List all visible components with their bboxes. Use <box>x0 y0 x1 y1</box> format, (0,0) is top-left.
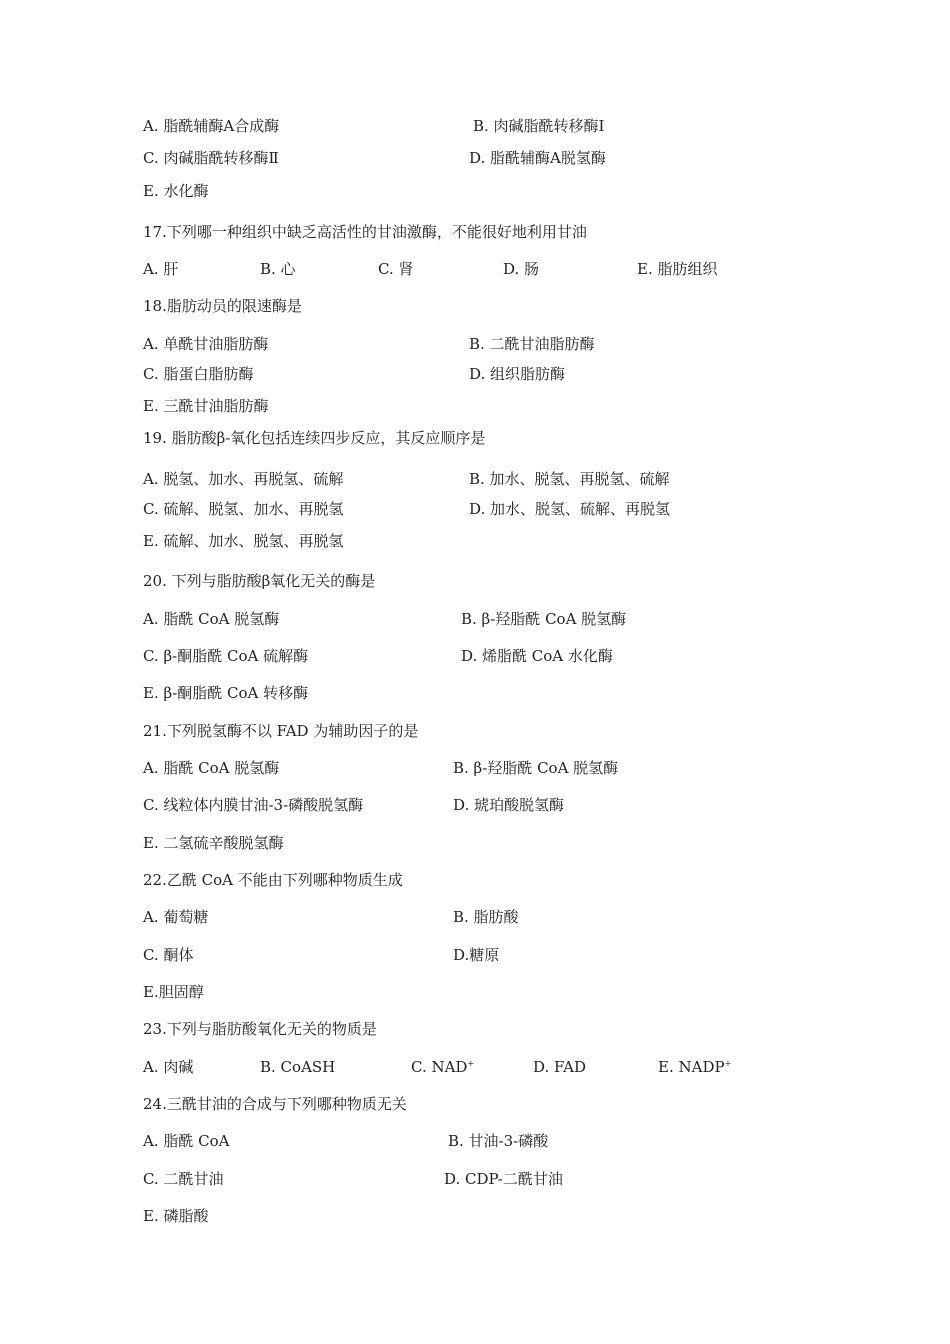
q22-option-a: A. 葡萄糖 <box>143 908 209 926</box>
q18-option-a: A. 单酰甘油脂肪酶 <box>143 335 269 353</box>
q18-option-d: D. 组织脂肪酶 <box>469 365 566 383</box>
q23-option-a: A. 肉碱 <box>143 1058 194 1076</box>
q20-stem: 20. 下列与脂肪酸β氧化无关的酶是 <box>143 572 376 590</box>
q20-option-c: C. β-酮脂酰 CoA 硫解酶 <box>143 647 309 665</box>
q21-option-b: B. β-羟脂酰 CoA 脱氢酶 <box>453 759 619 777</box>
q21-option-e: E. 二氢硫辛酸脱氢酶 <box>143 834 284 852</box>
q18-option-c: C. 脂蛋白脂肪酶 <box>143 365 254 383</box>
q23-option-e-superscript: + <box>724 1059 732 1068</box>
q22-option-d: D.糖原 <box>453 946 500 964</box>
q17-option-a: A. 肝 <box>143 260 179 278</box>
q23-option-c-text: C. NAD <box>411 1058 468 1076</box>
q23-option-c-superscript: + <box>467 1059 475 1068</box>
q21-option-a: A. 脂酰 CoA 脱氢酶 <box>143 759 280 777</box>
q17-option-d: D. 肠 <box>503 260 540 278</box>
q19-option-c: C. 硫解、脱氢、加水、再脱氢 <box>143 500 344 518</box>
q17-option-c: C. 肾 <box>378 260 414 278</box>
q17-option-e: E. 脂肪组织 <box>637 260 718 278</box>
q23-option-d: D. FAD <box>533 1058 586 1076</box>
q16-option-b: B. 肉碱脂酰转移酶I <box>473 117 605 135</box>
q24-option-d: D. CDP-二酰甘油 <box>444 1170 563 1188</box>
q22-stem: 22.乙酰 CoA 不能由下列哪种物质生成 <box>143 871 403 889</box>
q16-option-d: D. 脂酰辅酶A脱氢酶 <box>469 149 606 167</box>
q16-option-a: A. 脂酰辅酶A合成酶 <box>143 117 280 135</box>
q23-option-c <box>411 1057 474 1077</box>
q21-option-d: D. 琥珀酸脱氢酶 <box>453 796 565 814</box>
q24-option-a: A. 脂酰 CoA <box>143 1132 230 1150</box>
q19-option-a: A. 脱氢、加水、再脱氢、硫解 <box>143 470 344 488</box>
q23-stem: 23.下列与脂肪酸氧化无关的物质是 <box>143 1020 377 1038</box>
q19-option-b: B. 加水、脱氢、再脱氢、硫解 <box>469 470 670 488</box>
q22-option-e: E.胆固醇 <box>143 983 204 1001</box>
q22-option-c: C. 酮体 <box>143 946 194 964</box>
q24-option-b: B. 甘油-3-磷酸 <box>448 1132 549 1150</box>
q18-option-e: E. 三酰甘油脂肪酶 <box>143 397 269 415</box>
q20-option-a: A. 脂酰 CoA 脱氢酶 <box>143 610 280 628</box>
q24-option-e: E. 磷脂酸 <box>143 1207 209 1225</box>
q17-stem: 17.下列哪一种组织中缺乏高活性的甘油激酶，不能很好地利用甘油 <box>143 223 587 241</box>
q19-stem: 19. 脂肪酸β-氧化包括连续四步反应，其反应顺序是 <box>143 429 486 447</box>
q20-option-e: E. β-酮脂酰 CoA 转移酶 <box>143 684 309 702</box>
q19-option-d: D. 加水、脱氢、硫解、再脱氢 <box>469 500 671 518</box>
q24-stem: 24.三酰甘油的合成与下列哪种物质无关 <box>143 1095 407 1113</box>
q17-option-b: B. 心 <box>260 260 296 278</box>
q22-option-b: B. 脂肪酸 <box>453 908 519 926</box>
q23-option-e <box>658 1057 731 1077</box>
q16-option-c: C. 肉碱脂酰转移酶Ⅱ <box>143 149 279 167</box>
q20-option-b: B. β-羟脂酰 CoA 脱氢酶 <box>461 610 627 628</box>
q21-option-c: C. 线粒体内膜甘油-3-磷酸脱氢酶 <box>143 796 364 814</box>
q21-stem: 21.下列脱氢酶不以 FAD 为辅助因子的是 <box>143 722 419 740</box>
q23-option-b: B. CoASH <box>260 1058 336 1076</box>
q16-option-e: E. 水化酶 <box>143 182 209 200</box>
q23-option-e-text: E. NADP <box>658 1058 725 1076</box>
q20-option-d: D. 烯脂酰 CoA 水化酶 <box>461 647 613 665</box>
q18-option-b: B. 二酰甘油脂肪酶 <box>469 335 595 353</box>
q18-stem: 18.脂肪动员的限速酶是 <box>143 297 302 315</box>
q19-option-e: E. 硫解、加水、脱氢、再脱氢 <box>143 532 344 550</box>
q24-option-c: C. 二酰甘油 <box>143 1170 224 1188</box>
